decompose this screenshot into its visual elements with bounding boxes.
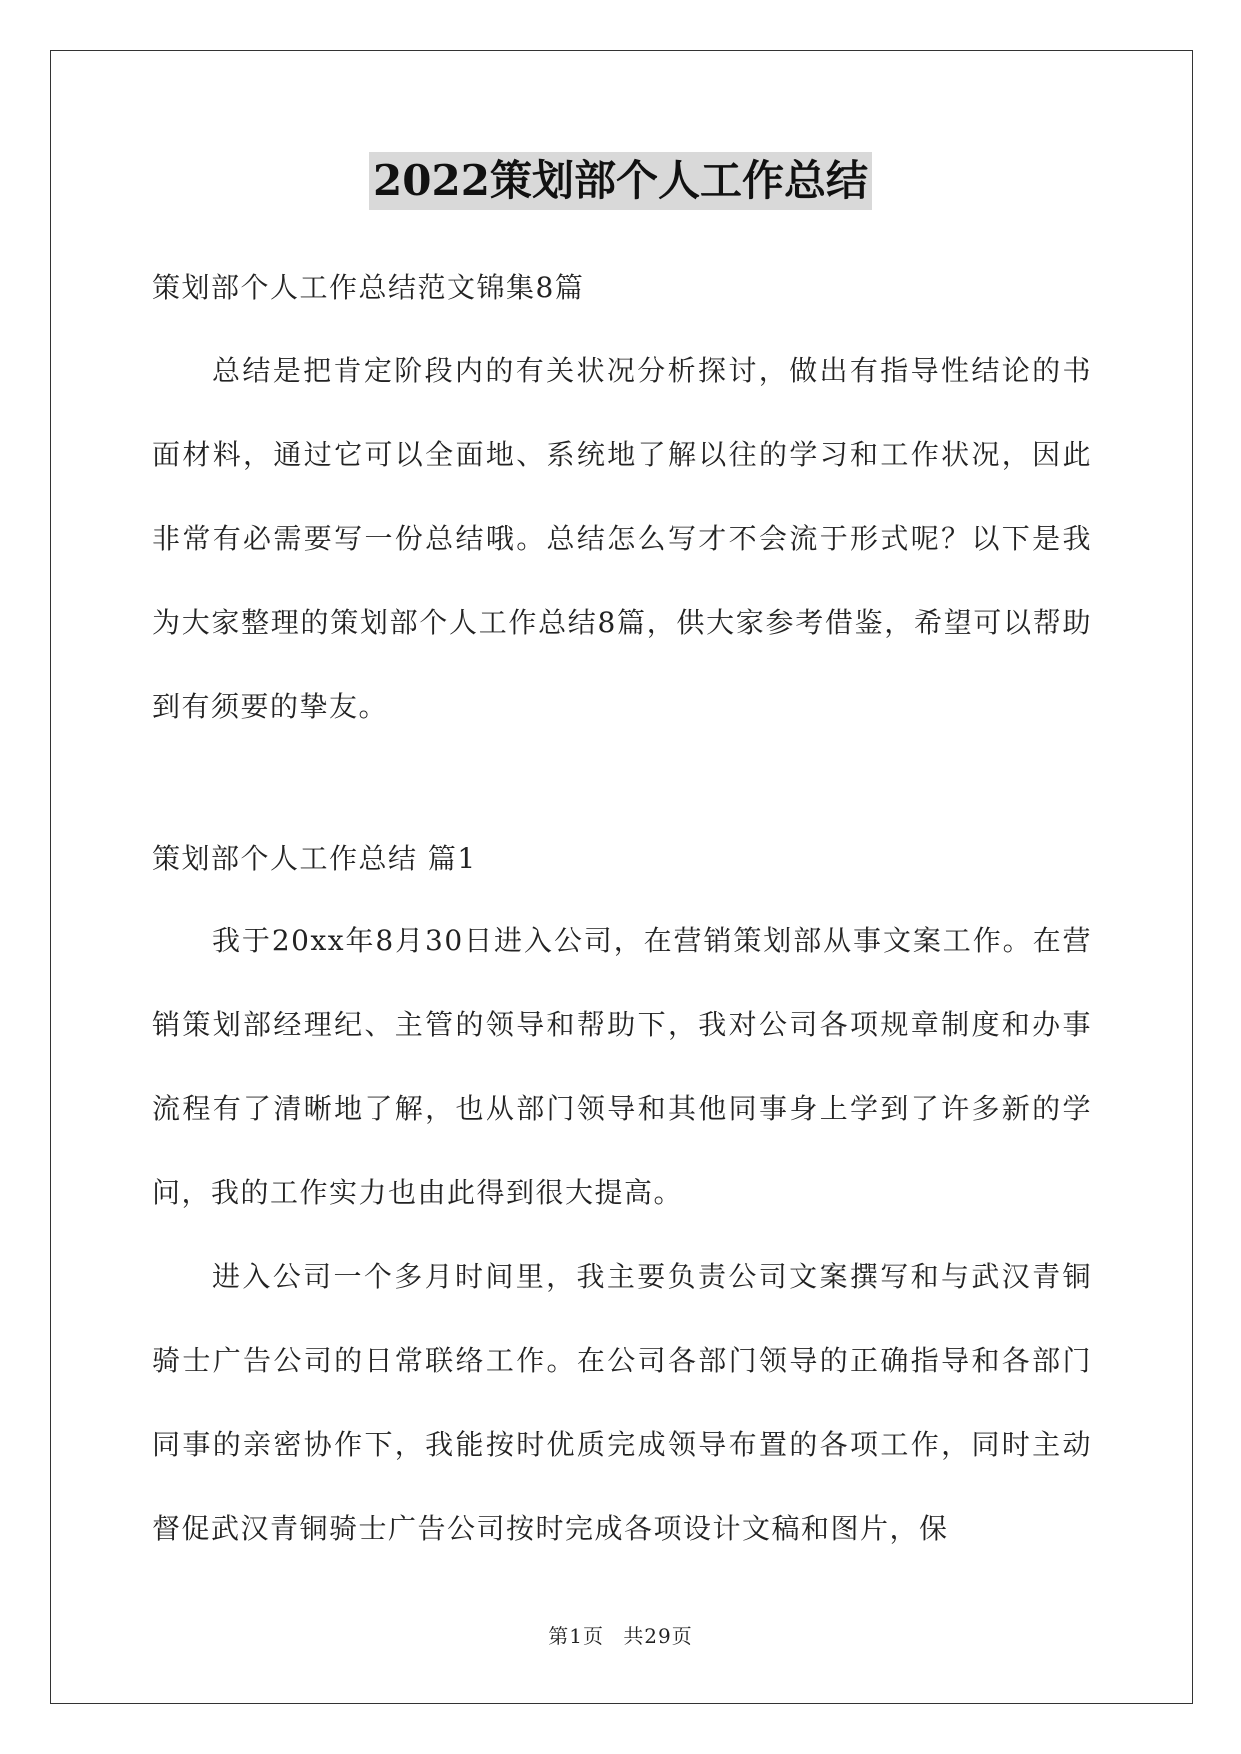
section-heading: 策划部个人工作总结 篇1	[152, 842, 477, 875]
body-paragraph: 进入公司一个多月时间里，我主要负责公司文案撰写和与武汉青铜骑士广告公司的日常联络工作。在公司各部门领导的正确指导和各部门同事的亲密协作下，我能按时优质完成领导布置的各项工作，同时主动督促武汉青铜骑士广告公司按时完成各项设计文稿和图片，保	[152, 1260, 1092, 1545]
page-number: 第1页	[548, 1624, 604, 1648]
body-paragraph: 我于20xx年8月30日进入公司，在营销策划部从事文案工作。在营销策划部经理纪、主管的领导和帮助下，我对公司各项规章制度和办事流程有了清晰地了解，也从部门领导和其他同事身上学到了许多新的学问，我的工作实力也由此得到很大提高。	[152, 924, 1092, 1209]
page-footer	[0, 1620, 1241, 1649]
intro-paragraph: 总结是把肯定阶段内的有关状况分析探讨，做出有指导性结论的书面材料，通过它可以全面地、系统地了解以往的学习和工作状况，因此非常有必需要写一份总结哦。总结怎么写才不会流于形式呢？以下是我为大家整理的策划部个人工作总结8篇，供大家参考借鉴，希望可以帮助到有须要的挚友。	[152, 354, 1092, 723]
document-subtitle: 策划部个人工作总结范文锦集8篇	[152, 271, 585, 304]
page-total: 共29页	[623, 1624, 693, 1648]
section-body	[152, 899, 1092, 1571]
title-container	[0, 152, 1241, 210]
document-title: 2022策划部个人工作总结	[369, 152, 872, 210]
